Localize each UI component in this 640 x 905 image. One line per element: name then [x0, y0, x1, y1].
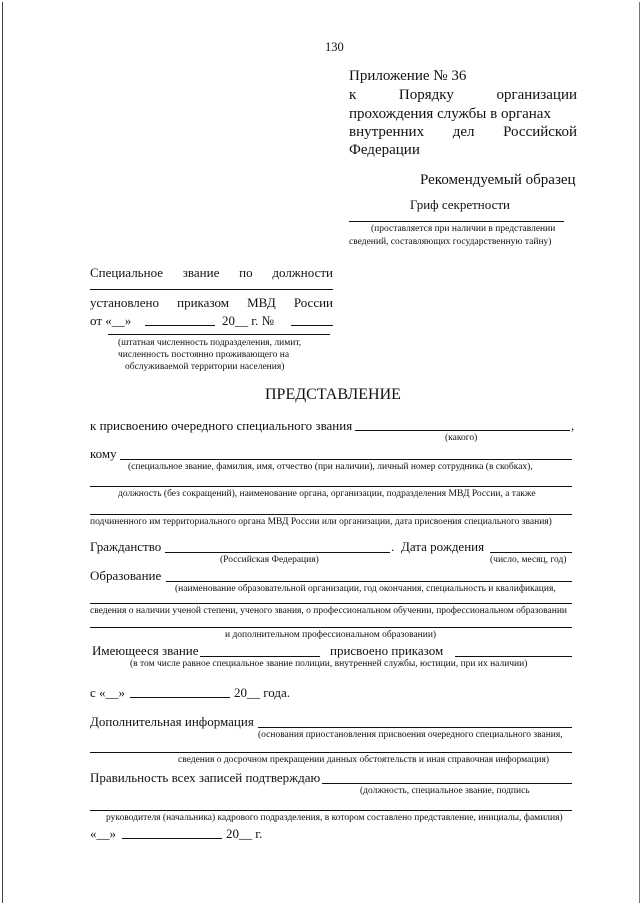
rank-comma: , — [571, 418, 575, 433]
staff-word: Специальное — [90, 265, 163, 280]
rank-hint: (какого) — [445, 433, 478, 443]
sample-label: Рекомендуемый образец — [420, 172, 576, 188]
education-label: Образование — [90, 568, 162, 583]
head-line — [90, 810, 572, 811]
to-hint: (специальное звание, фамилия, имя, отчество (при наличии), личный номер сотрудника (в скобках), — [128, 462, 533, 472]
staff-word: МВД — [247, 295, 276, 310]
appendix-word: Порядку — [398, 87, 454, 103]
citizenship-dot: . — [391, 539, 395, 554]
confirm-label: Правильность всех записей подтверждаю — [90, 770, 321, 785]
additional-edu-line — [90, 627, 572, 628]
current-rank-label: Имеющееся звание — [92, 643, 199, 658]
staff-word: должности — [272, 265, 333, 280]
education-hint: (наименование образовательной организации, год окончания, специальность и квалификация, — [175, 584, 556, 594]
order-from: от «__» — [90, 313, 132, 328]
birth-line — [490, 552, 572, 553]
staff-word: звание — [182, 265, 220, 280]
since-year: 20__ года. — [234, 685, 291, 700]
subordinate-line — [90, 514, 572, 515]
appendix-word: Российской — [503, 124, 577, 140]
staff-number-line — [90, 289, 333, 290]
staff-note-line — [108, 334, 330, 335]
rank-label: к присвоению очередного специального звания — [90, 418, 353, 433]
appendix-word: дел — [452, 124, 475, 140]
to-label: кому — [90, 446, 117, 461]
secrecy-line — [349, 221, 564, 222]
extra-label: Дополнительная информация — [90, 714, 254, 729]
staff-word: по — [239, 265, 253, 280]
to-line — [120, 459, 572, 460]
appendix-word: к — [349, 87, 357, 103]
page-number: 130 — [325, 40, 344, 54]
degree-hint: сведения о наличии ученой степени, ученого звания, о профессиональном обучении, профессиональном образовании — [90, 606, 568, 616]
staff-note-3: обслуживаемой территории населения) — [125, 362, 285, 372]
date-line — [122, 838, 222, 839]
staff-word: приказом — [177, 295, 229, 310]
extra-hint: (основания приостановления присвоения очередного специального звания, — [258, 730, 563, 740]
current-rank-hint: (в том числе равное специальное звание полиции, внутренней службы, юстиции, при их наличии) — [130, 659, 528, 669]
staff-word: России — [293, 295, 333, 310]
confirm-line — [322, 783, 572, 784]
rank-line — [355, 430, 570, 431]
birth-label: Дата рождения — [401, 539, 485, 554]
appendix-line4 — [349, 124, 577, 141]
position-line — [90, 486, 572, 487]
appendix-line3: прохождения службы в органах — [349, 106, 551, 122]
citizenship-label: Гражданство — [90, 539, 162, 554]
staff-note-2: численность постоянно проживающего на — [118, 350, 290, 360]
document-title: ПРЕДСТАВЛЕНИЕ — [265, 386, 401, 403]
extra-hint-2: сведения о досрочном прекращении данных обстоятельств и иная справочная информация) — [178, 755, 550, 765]
appendix-line2 — [349, 87, 577, 104]
secrecy-title: Гриф секретности — [410, 197, 510, 212]
date-year: 20__ г. — [226, 826, 263, 841]
position-hint: должность (без сокращений), наименование органа, организации, подразделения МВД России, а также — [118, 489, 536, 499]
secrecy-hint-1: (проставляется при наличии в представлении — [371, 224, 556, 234]
staff-line-1 — [90, 265, 333, 281]
current-rank-line — [200, 656, 320, 657]
appendix-word: организации — [496, 87, 577, 103]
staff-word: установлено — [90, 295, 160, 310]
head-hint: руководителя (начальника) кадрового подразделения, в котором составлено представление, инициалы, фамилия) — [106, 813, 563, 823]
extra-line-2 — [90, 752, 572, 753]
order-number-line — [291, 325, 333, 326]
staff-note-1: (штатная численность подразделения, лимит, — [118, 338, 302, 348]
education-line — [166, 581, 572, 582]
citizenship-hint: (Российская Федерация) — [220, 555, 319, 565]
extra-line — [258, 727, 572, 728]
order-date-line — [145, 325, 215, 326]
subordinate-hint: подчиненного им территориального органа МВД России или организации, дата присвоения специального звания) — [90, 517, 552, 527]
since-prefix: с «__» — [90, 685, 126, 700]
birth-hint: (число, месяц, год) — [490, 555, 567, 565]
appendix-line5: Федерации — [349, 142, 420, 158]
since-date-line — [130, 697, 230, 698]
appendix-word: внутренних — [349, 124, 425, 140]
secrecy-hint-2: сведений, составляющих государственную тайну) — [349, 237, 552, 247]
appendix-title: Приложение № 36 — [349, 68, 467, 84]
staff-line-2 — [90, 295, 333, 311]
assigned-line — [455, 656, 572, 657]
additional-edu-hint: и дополнительном профессиональном образовании) — [225, 630, 437, 640]
confirm-hint: (должность, специальное звание, подпись — [360, 786, 530, 796]
assigned-label: присвоено приказом — [330, 643, 444, 658]
order-year: 20__ г. № — [222, 313, 275, 328]
citizenship-line — [165, 552, 390, 553]
date-prefix: «__» — [90, 826, 116, 841]
degree-line — [90, 603, 572, 604]
